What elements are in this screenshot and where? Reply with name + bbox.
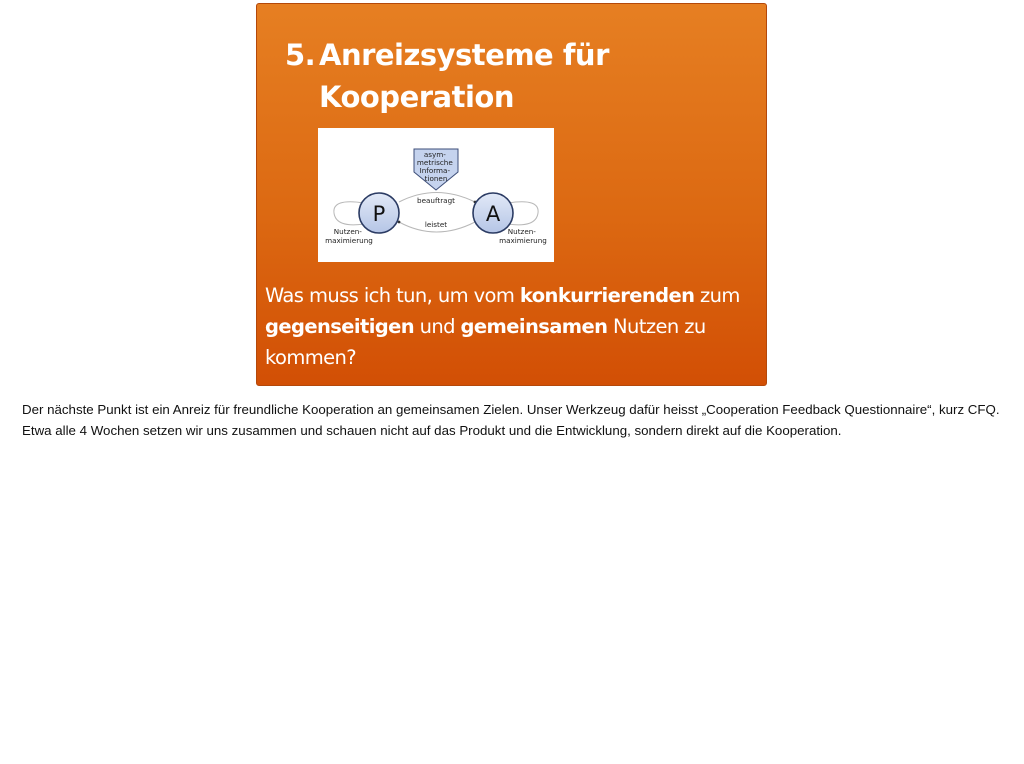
body-part-1: Was muss ich tun, um vom	[265, 284, 520, 307]
right-utility-label-2: maximierung	[499, 236, 547, 245]
body-bold-konkurrierenden: konkurrierenden	[519, 284, 695, 307]
info-label-2: metrische	[416, 158, 453, 167]
body-part-3: und	[414, 315, 461, 338]
svg-text:Nutzen- maximierung	[499, 227, 547, 245]
left-utility-label-2: maximierung	[325, 236, 373, 245]
title-line-1: Anreizsysteme für	[319, 38, 609, 72]
body-bold-gemeinsamen: gemeinsamen	[460, 315, 608, 338]
presentation-slide	[256, 3, 767, 386]
svg-text:Nutzen- maximierung	[325, 227, 373, 245]
slide-body-text	[265, 280, 765, 373]
info-label-4: tionen	[424, 174, 448, 183]
notes-line-2: Etwa alle 4 Wochen setzen wir uns zusammen und schauen nicht auf das Produkt und die Entwicklung, sondern direkt auf die Kooperation.	[22, 423, 842, 438]
title-line-2: Kooperation	[319, 80, 514, 114]
notes-line-1: Der nächste Punkt ist ein Anreiz für freundliche Kooperation an gemeinsamen Zielen. Unser Werkzeug dafür heisst „Cooperation Feedback Questionnaire“, kurz CFQ.	[22, 402, 1000, 417]
commission-label: beauftragt	[417, 196, 455, 205]
speaker-notes	[22, 399, 1012, 441]
agent-label: A	[485, 202, 501, 226]
info-label-1: asym-	[423, 150, 446, 159]
right-utility-label-1: Nutzen-	[507, 227, 536, 236]
performance-label: leistet	[424, 220, 448, 229]
slide-number: 5.	[285, 38, 316, 72]
left-utility-label-1: Nutzen-	[333, 227, 362, 236]
slide-title	[285, 34, 755, 118]
body-part-2: zum	[694, 284, 740, 307]
principal-agent-diagram	[318, 128, 554, 262]
body-part-4: Nutzen zu kommen?	[265, 315, 706, 369]
diagram-svg	[318, 128, 554, 262]
info-label-3: Informa-	[419, 166, 451, 175]
principal-label: P	[372, 202, 386, 226]
body-bold-gegenseitigen: gegenseitigen	[265, 315, 415, 338]
